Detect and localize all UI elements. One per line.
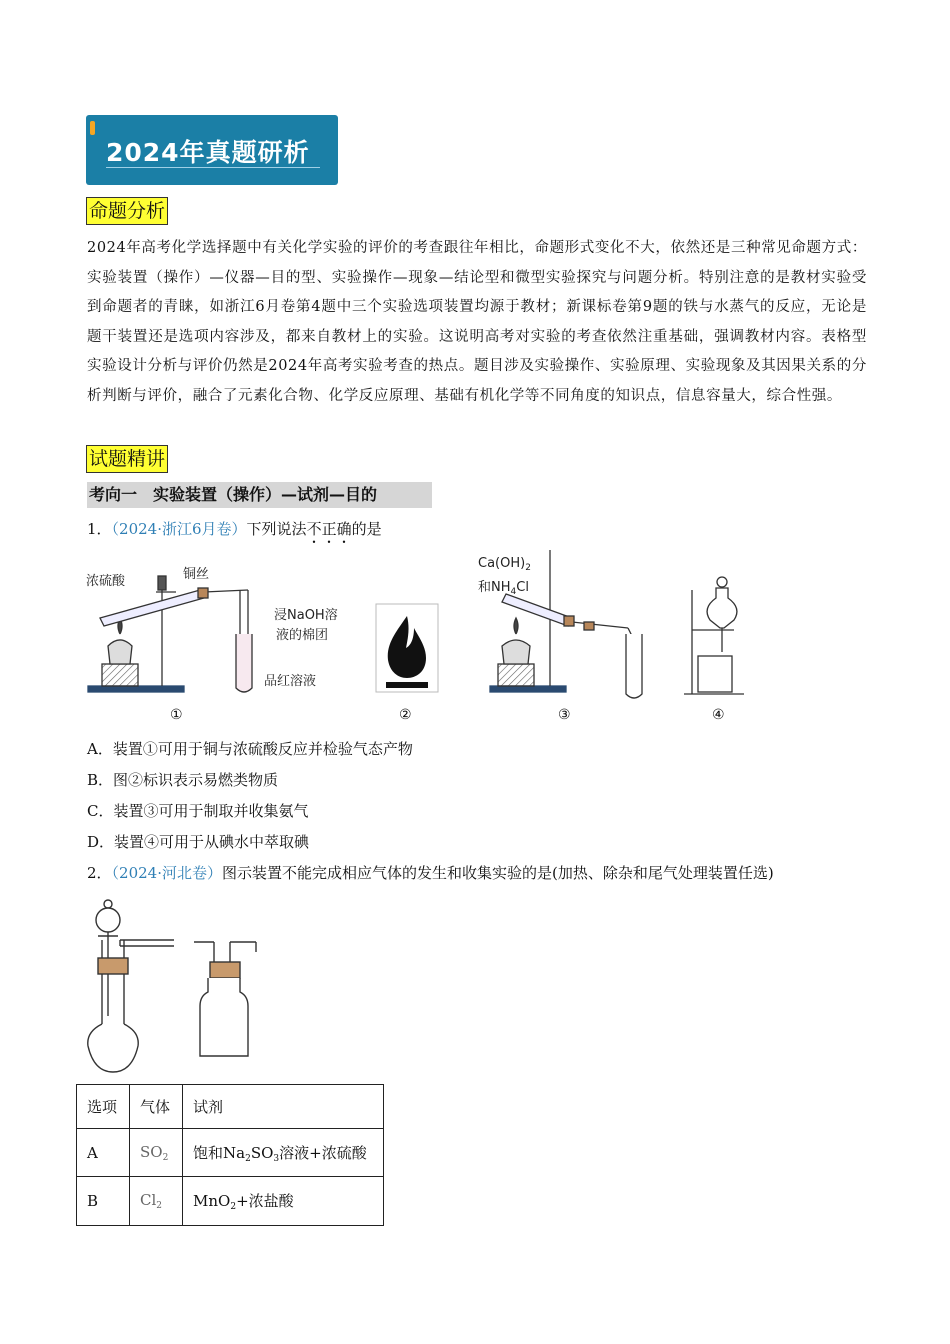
apparatus-1-drawing — [88, 576, 252, 692]
figure-number-4: ④ — [712, 707, 725, 723]
header-gas: 气体 — [130, 1085, 183, 1129]
label-calcium-hydroxide: $Ca(OH)_2$ — [478, 556, 531, 573]
option-c: C．装置③可用于制取并收集氨气 — [87, 802, 309, 820]
header-option: 选项 — [77, 1085, 130, 1129]
table-row — [77, 1177, 384, 1226]
stem-text: 图示装置不能完成相应气体的发生和收集实验的是(加热、除杂和尾气处理装置任选) — [222, 864, 774, 882]
cell-gas: $SO_2$ — [130, 1129, 183, 1177]
question-number: 1． — [87, 520, 112, 538]
figure-number-2: ② — [399, 707, 412, 723]
question-number: 2． — [87, 864, 112, 882]
label-naoh-cotton-2: 液的棉团 — [276, 628, 329, 643]
option-d: D．装置④可用于从碘水中萃取碘 — [87, 833, 310, 851]
direction-heading-text: 考向一 实验装置（操作）—试剂—目的 — [89, 485, 378, 504]
cell-option: A — [77, 1129, 130, 1177]
label-conc-sulfuric-acid: 浓硫酸 — [86, 574, 126, 589]
section-banner — [86, 115, 338, 185]
header-reagent: 试剂 — [183, 1085, 384, 1129]
banner-accent — [90, 121, 95, 135]
table-row — [77, 1129, 384, 1177]
cell-reagent: MnO$_2$+浓盐酸 — [183, 1177, 384, 1226]
gas-apparatus-figure — [84, 896, 284, 1076]
option-b: B．图②标识表示易燃类物质 — [87, 771, 279, 789]
heading-analysis: 命题分析 — [86, 197, 168, 225]
emphasized-text: 不正确 — [306, 520, 352, 538]
figure-number-1: ① — [170, 707, 183, 723]
heading-lecture: 试题精讲 — [86, 445, 168, 473]
label-magenta-solution: 品红溶液 — [264, 674, 317, 689]
question-source: （2024·浙江6月卷） — [111, 520, 247, 538]
cell-option: B — [77, 1177, 130, 1226]
apparatus-4-drawing — [684, 577, 744, 694]
cell-reagent: 饱和$Na_2SO_3$溶液+浓硫酸 — [183, 1129, 384, 1177]
option-a: A．装置①可用于铜与浓硫酸反应并检验气态产物 — [87, 740, 413, 758]
label-naoh-cotton-1: 浸NaOH溶 — [274, 608, 338, 623]
question-2-stem — [87, 862, 774, 884]
figure-number-3: ③ — [558, 707, 571, 723]
cell-gas: $Cl_2$ — [130, 1177, 183, 1226]
question-source: （2024·河北卷） — [111, 864, 222, 882]
stem-text-end: 的是 — [351, 520, 382, 538]
direction-heading — [87, 482, 432, 508]
flammable-sign-drawing — [376, 604, 438, 692]
stem-text: 下列说法 — [246, 520, 307, 538]
apparatus-figure — [80, 548, 760, 708]
table-header-row — [77, 1085, 384, 1129]
banner-title: 2024年真题研析 — [106, 138, 310, 167]
reagent-table — [76, 1084, 384, 1226]
banner-underline — [106, 167, 320, 168]
question-1-stem — [87, 518, 382, 547]
label-ammonium-chloride: 和$NH_4Cl$ — [478, 580, 529, 597]
analysis-paragraph: 2024年高考化学选择题中有关化学实验的评价的考查跟往年相比，命题形式变化不大，依然还是三种常见命题方式：实验装置（操作）—仪器—目的型、实验操作—现象—结论型和微型实验探究与问题分析。特别注意的是教材实验受到命题者的青睐，如浙江6月卷第4题中三个实验选项装置均源于教材；新课标卷第9题的铁与水蒸气的反应，无论是题干装置还是选项内容涉及，都来自教材上的实验。这说明高考对实验的考查依然注重基础，强调教材内容。表格型实验设计分析与评价仍然是2024年高考实验考查的热点。题目涉及实验操作、实验原理、实验现象及其因果关系的分析判断与评价，融合了元素化合物、化学反应原理、基础有机化学等不同角度的知识点，信息容量大，综合性强。 — [87, 240, 867, 404]
label-copper-wire: 铜丝 — [183, 567, 210, 582]
